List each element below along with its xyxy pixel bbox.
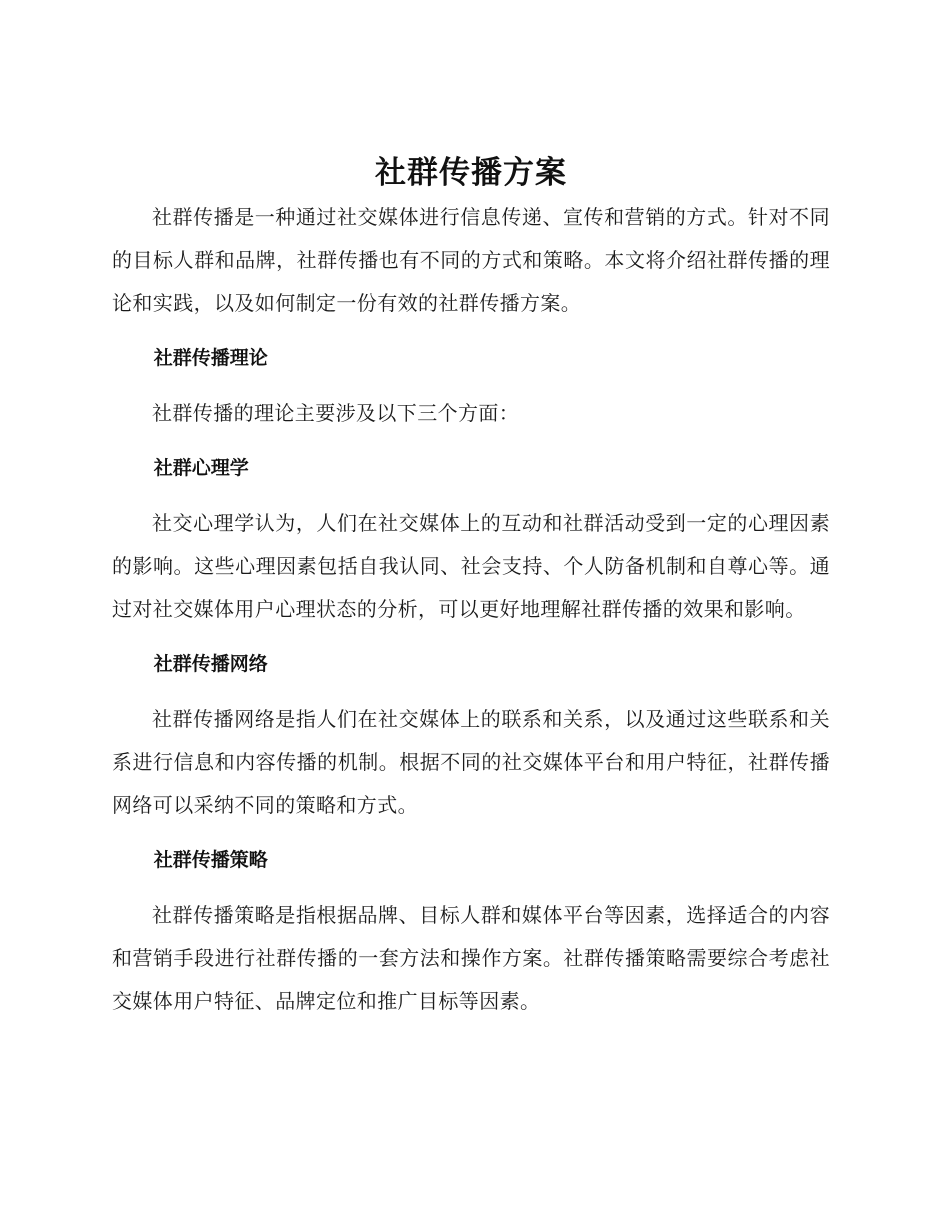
section-body-strategy: 社群传播策略是指根据品牌、目标人群和媒体平台等因素，选择适合的内容和营销手段进行社群传播的一套方法和操作方案。社群传播策略需要综合考虑社交媒体用户特征、品牌定位和推广目标等因素。: [112, 903, 830, 1013]
spacer: [112, 686, 830, 698]
spacer: [112, 490, 830, 502]
spacer: [112, 631, 830, 643]
spacer: [112, 325, 830, 337]
section-heading-psychology: 社群心理学: [153, 457, 249, 479]
spacer: [112, 380, 830, 392]
section-body-network: 社群传播网络是指人们在社交媒体上的联系和关系，以及通过这些联系和关系进行信息和内容传播的机制。根据不同的社交媒体平台和用户特征，社群传播网络可以采纳不同的策略和方式。: [112, 707, 830, 817]
section-body-psychology: 社交心理学认为，人们在社交媒体上的互动和社群活动受到一定的心理因素的影响。这些心理因素包括自我认同、社会支持、个人防备机制和自尊心等。通过对社交媒体用户心理状态的分析，可以更好地理解社群传播的效果和影响。: [112, 511, 830, 621]
spacer: [112, 882, 830, 894]
section-heading-network: 社群传播网络: [153, 653, 268, 675]
spacer: [112, 435, 830, 447]
intro-paragraph: 社群传播是一种通过社交媒体进行信息传递、宣传和营销的方式。针对不同的目标人群和品牌，社群传播也有不同的方式和策略。本文将介绍社群传播的理论和实践，以及如何制定一份有效的社群传播方案。: [112, 205, 830, 315]
section-heading-theory: 社群传播理论: [153, 347, 268, 369]
spacer: [112, 827, 830, 839]
document-title: 社群传播方案: [375, 155, 567, 191]
section-heading-strategy: 社群传播策略: [153, 849, 268, 871]
section-body-theory: 社群传播的理论主要涉及以下三个方面：: [152, 401, 520, 425]
document-page: [112, 150, 830, 1023]
